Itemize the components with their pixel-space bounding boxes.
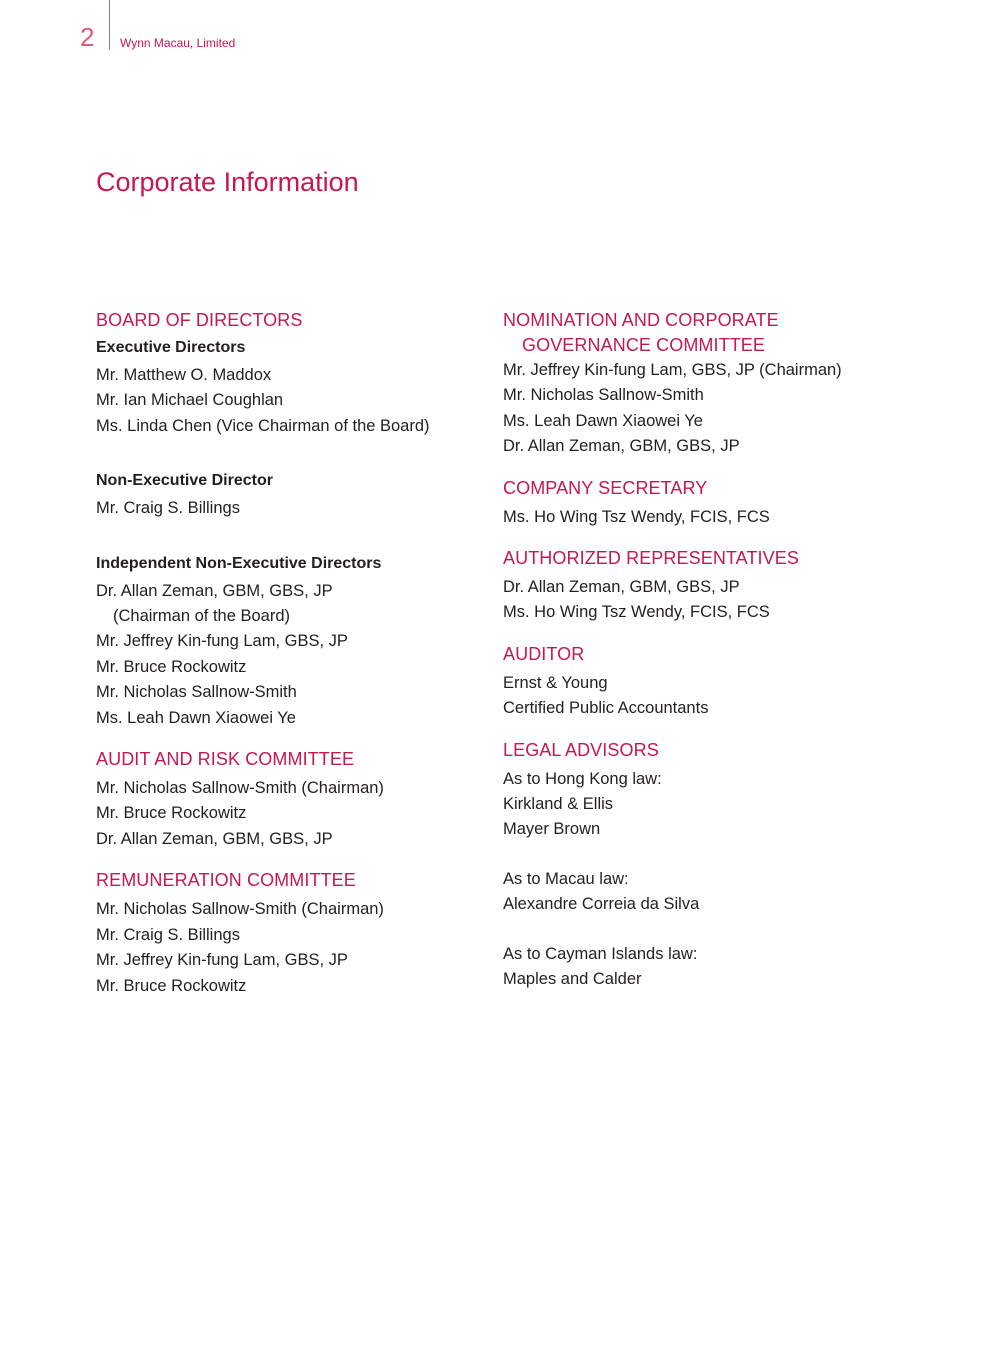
auditor-line: Ernst & Young [503,673,608,692]
independent-director: Ms. Leah Dawn Xiaowei Ye [96,708,296,727]
legal-jurisdiction-label: As to Macau law: [503,869,629,888]
page-title: Corporate Information [96,167,359,197]
remuneration-committee-member: Mr. Craig S. Billings [96,925,240,944]
executive-directors-label: Executive Directors [96,339,246,356]
non-executive-director-label: Non-Executive Director [96,472,273,490]
authorized-representative: Ms. Ho Wing Tsz Wendy, FCIS, FCS [503,603,770,622]
audit-committee-member: Dr. Allan Zeman, GBM, GBS, JP [96,829,333,848]
board-heading: BOARD OF DIRECTORS [96,310,303,330]
independent-director: Mr. Jeffrey Kin-fung Lam, GBS, JP [96,632,348,651]
company-name: Wynn Macau, Limited [120,36,236,50]
legal-advisor: Kirkland & Ellis [503,795,614,814]
audit-committee-heading: AUDIT AND RISK COMMITTEE [96,749,355,770]
legal-advisor: Alexandre Correia da Silva [503,895,700,914]
audit-committee-member: Mr. Nicholas Sallnow-Smith (Chairman) [96,779,384,798]
executive-director: Ms. Linda Chen (Vice Chairman of the Board) [96,416,430,435]
nomination-committee-heading: NOMINATION AND CORPORATE [503,310,779,330]
independent-director: Dr. Allan Zeman, GBM, GBS, JP [96,581,333,600]
legal-advisor: Mayer Brown [503,820,601,839]
audit-committee-member: Mr. Bruce Rockowitz [96,804,247,823]
legal-advisor: Maples and Calder [503,970,642,989]
legal-advisors-heading: LEGAL ADVISORS [503,739,659,760]
company-secretary: Ms. Ho Wing Tsz Wendy, FCIS, FCS [503,507,770,526]
independent-director-note: (Chairman of the Board) [113,607,290,626]
left-column [96,308,476,999]
remuneration-committee-heading: REMUNERATION COMMITTEE [96,870,356,891]
company-secretary-heading: COMPANY SECRETARY [503,477,708,498]
remuneration-committee-member: Mr. Nicholas Sallnow-Smith (Chairman) [96,900,384,919]
legal-jurisdiction-label: As to Hong Kong law: [503,769,662,788]
nomination-committee-member: Ms. Leah Dawn Xiaowei Ye [503,411,703,430]
right-column [503,308,923,993]
remuneration-committee-member: Mr. Bruce Rockowitz [96,976,247,995]
nomination-committee-member: Dr. Allan Zeman, GBM, GBS, JP [503,437,740,456]
authorized-representatives-heading: AUTHORIZED REPRESENTATIVES [503,548,799,569]
nomination-committee-member: Mr. Jeffrey Kin-fung Lam, GBS, JP (Chairman) [503,361,842,379]
authorized-representative: Dr. Allan Zeman, GBM, GBS, JP [503,578,740,597]
legal-jurisdiction-label: As to Cayman Islands law: [503,944,698,963]
nomination-committee-heading-cont: GOVERNANCE COMMITTEE [522,335,766,355]
executive-director: Mr. Matthew O. Maddox [96,366,272,384]
independent-director: Mr. Nicholas Sallnow-Smith [96,683,297,702]
page-number: 2 [80,22,95,52]
executive-director: Mr. Ian Michael Coughlan [96,391,284,410]
remuneration-committee-member: Mr. Jeffrey Kin-fung Lam, GBS, JP [96,951,348,970]
independent-directors-label: Independent Non-Executive Directors [96,554,382,572]
auditor-line: Certified Public Accountants [503,699,709,718]
independent-director: Mr. Bruce Rockowitz [96,657,247,676]
header-divider [109,0,110,50]
non-executive-director: Mr. Craig S. Billings [96,499,240,518]
nomination-committee-member: Mr. Nicholas Sallnow-Smith [503,386,704,405]
auditor-heading: AUDITOR [503,643,585,664]
